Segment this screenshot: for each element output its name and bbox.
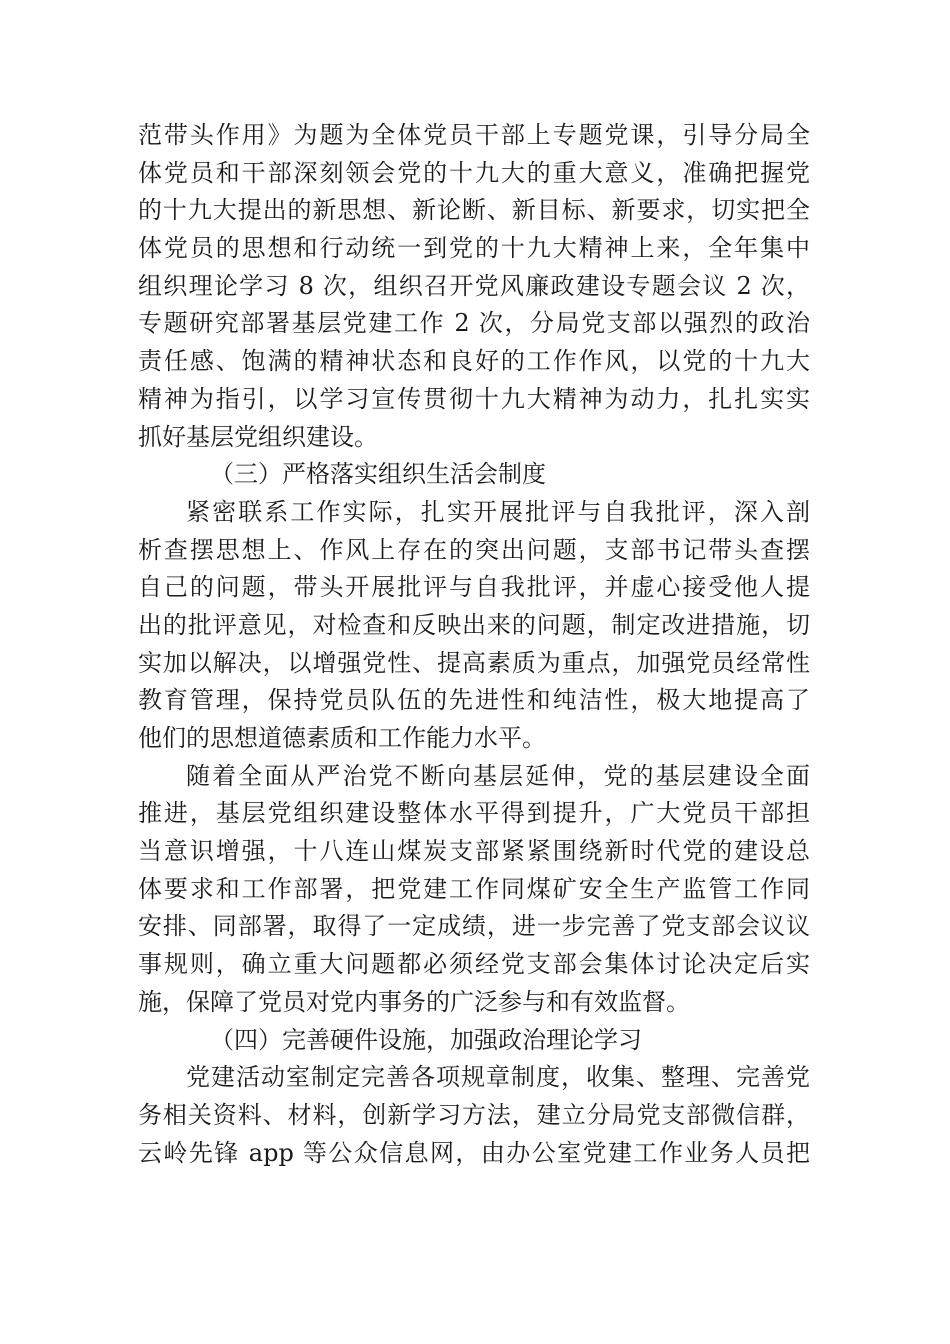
text-line: 自己的问题，带头开展批评与自我批评，并虚心接受他人提 (138, 573, 810, 602)
document-body (138, 117, 810, 1172)
text-line: 安排、同部署，取得了一定成绩，进一步完善了党支部会议议 (138, 912, 810, 941)
text-line: 体要求和工作部署，把党建工作同煤矿安全生产监管工作同 (138, 874, 810, 903)
text-line: 专题研究部署基层党建工作 2 次，分局党支部以强烈的政治 (138, 309, 810, 338)
text-line: 实加以解决，以增强党性、提高素质为重点，加强党员经常性 (138, 648, 810, 677)
text-line: 精神为指引，以学习宣传贯彻十九大精神为动力，扎扎实实 (138, 384, 810, 413)
text-line: 体党员和干部深刻领会党的十九大的重大意义，准确把握党 (138, 158, 810, 187)
text-line: 当意识增强，十八连山煤炭支部紧紧围绕新时代党的建设总 (138, 837, 810, 866)
text-line: 务相关资料、材料，创新学习方法，建立分局党支部微信群， (138, 1100, 810, 1129)
text-line: 范带头作用》为题为全体党员干部上专题党课，引导分局全 (138, 121, 810, 149)
section-heading-3: （三）严格落实组织生活会制度 (210, 460, 546, 489)
text-line: 组织理论学习 8 次，组织召开党风廉政建设专题会议 2 次， (138, 271, 810, 300)
text-line: 推进，基层党组织建设整体水平得到提升，广大党员干部担 (138, 799, 810, 828)
text-line: 事规则，确立重大问题都必须经党支部会集体讨论决定后实 (138, 950, 810, 979)
text-line: 抓好基层党组织建设。 (138, 422, 378, 451)
text-line: 的十九大提出的新思想、新论断、新目标、新要求，切实把全 (138, 196, 810, 225)
text-line: 析查摆思想上、作风上存在的突出问题，支部书记带头查摆 (138, 535, 810, 564)
text-line: 随着全面从严治党不断向基层延伸，党的基层建设全面 (186, 761, 810, 790)
text-line: 他们的思想道德素质和工作能力水平。 (138, 724, 546, 752)
section-heading-4: （四）完善硬件设施，加强政治理论学习 (210, 1025, 642, 1054)
text-line: 云岭先锋 app 等公众信息网，由办公室党建工作业务人员把 (138, 1138, 810, 1167)
text-line: 教育管理，保持党员队伍的先进性和纯洁性，极大地提高了 (138, 686, 810, 715)
text-line: 施，保障了党员对党内事务的广泛参与和有效监督。 (138, 987, 690, 1016)
text-line: 党建活动室制定完善各项规章制度，收集、整理、完善党 (186, 1063, 810, 1092)
text-line: 紧密联系工作实际，扎实开展批评与自我批评，深入剖 (186, 497, 810, 526)
text-line: 体党员的思想和行动统一到党的十九大精神上来，全年集中 (138, 234, 810, 263)
text-line: 出的批评意见，对检查和反映出来的问题，制定改进措施，切 (138, 610, 810, 639)
text-line: 责任感、饱满的精神状态和良好的工作作风，以党的十九大 (138, 347, 810, 376)
